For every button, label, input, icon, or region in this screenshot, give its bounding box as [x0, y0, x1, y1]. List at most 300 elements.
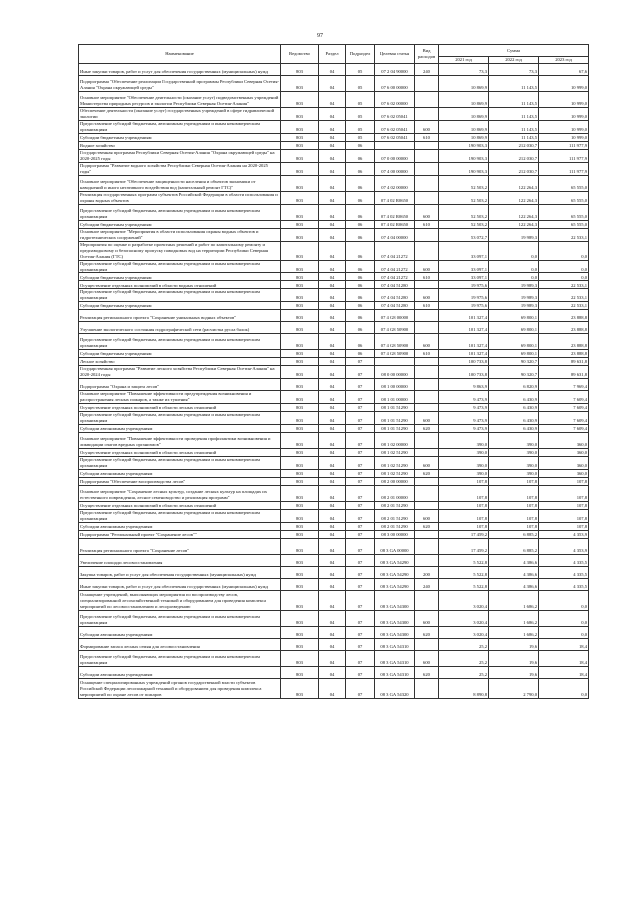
cell-target: 08 0 00 00000 — [375, 366, 415, 379]
cell-section: 04 — [319, 510, 346, 523]
cell-2022: 1 686,2 — [489, 611, 539, 627]
cell-dept: 803 — [281, 289, 319, 302]
table-row — [79, 204, 589, 220]
cell-name: Водное хозяйство — [79, 141, 281, 149]
cell-target: 08 2 01 51290 — [375, 502, 415, 510]
cell-2022: 6 885,2 — [489, 531, 539, 539]
cell-expense-type — [415, 228, 439, 241]
cell-dept: 803 — [281, 567, 319, 579]
cell-target: 08 3 GA 54300 — [375, 591, 415, 611]
cell-name: Реализация государственных программ субъектов Российской Федерации в области использования и охраны водных объектов — [79, 191, 281, 204]
cell-2023: 10 999,0 — [539, 92, 589, 108]
cell-2021: 10 869,9 — [439, 76, 489, 92]
table-row — [79, 281, 589, 289]
cell-2023: 360,0 — [539, 470, 589, 478]
table-row — [79, 539, 589, 555]
cell-dept: 803 — [281, 120, 319, 133]
header-section: Раздел — [319, 45, 346, 64]
cell-dept: 803 — [281, 457, 319, 470]
cell-2023: 0,0 — [539, 591, 589, 611]
cell-subsection: 07 — [346, 412, 375, 425]
cell-2022: 122 264,3 — [489, 175, 539, 191]
cell-name: Оснащение специализированных учреждений органов государственной власти субъектов Российской Федерации лесопожарной техникой и оборудованием для проведения комплекса мероприятий по охране лесов от пожаров — [79, 679, 281, 699]
cell-2021: 8 890,8 — [439, 679, 489, 699]
cell-section: 04 — [319, 457, 346, 470]
cell-dept: 803 — [281, 204, 319, 220]
cell-2023: 360,0 — [539, 457, 589, 470]
table-row — [79, 433, 589, 449]
table-row — [79, 366, 589, 379]
cell-name: Основное мероприятие "Обеспечение защищенности населения и объектов экономики от наводнений и иного негативного воздействия вод (капитальный ремонт ГТС)" — [79, 175, 281, 191]
cell-2022: 73,3 — [489, 64, 539, 76]
cell-target: 07 4 00 00000 — [375, 162, 415, 175]
table-row — [79, 502, 589, 510]
cell-subsection: 07 — [346, 639, 375, 651]
cell-subsection: 07 — [346, 531, 375, 539]
cell-2023: 4 335,5 — [539, 579, 589, 591]
cell-dept: 803 — [281, 191, 319, 204]
cell-2022: 19,6 — [489, 651, 539, 667]
cell-2023: 23 888,8 — [539, 322, 589, 334]
cell-name: Предоставление субсидий бюджетным, автономным учреждениям и иным некоммерческим организациям — [79, 651, 281, 667]
cell-expense-type — [415, 162, 439, 175]
table-row — [79, 64, 589, 76]
cell-dept: 803 — [281, 175, 319, 191]
cell-subsection: 07 — [346, 433, 375, 449]
cell-dept: 803 — [281, 260, 319, 273]
cell-dept: 803 — [281, 627, 319, 639]
cell-2022: 212 030,7 — [489, 162, 539, 175]
cell-section: 04 — [319, 539, 346, 555]
cell-2021: 101 327,4 — [439, 322, 489, 334]
cell-target: 07 4 02 R0650 — [375, 204, 415, 220]
cell-expense-type — [415, 366, 439, 379]
table-row — [79, 241, 589, 260]
cell-expense-type — [415, 531, 439, 539]
cell-name: Субсидии автономным учреждениям — [79, 425, 281, 433]
cell-dept: 803 — [281, 510, 319, 523]
cell-subsection: 06 — [346, 310, 375, 322]
cell-2022: 1 686,2 — [489, 591, 539, 611]
cell-2022: 19 989,3 — [489, 302, 539, 310]
cell-section: 04 — [319, 449, 346, 457]
cell-expense-type — [415, 486, 439, 502]
cell-2022: 390,0 — [489, 470, 539, 478]
cell-section: 04 — [319, 425, 346, 433]
cell-subsection: 07 — [346, 591, 375, 611]
header-year-2022: 2022 год — [489, 57, 539, 64]
cell-section: 04 — [319, 260, 346, 273]
cell-section: 04 — [319, 667, 346, 679]
cell-section: 04 — [319, 64, 346, 76]
cell-2023: 89 631,8 — [539, 358, 589, 366]
cell-name: Субсидии автономным учреждениям — [79, 667, 281, 679]
cell-2023: 0,0 — [539, 611, 589, 627]
cell-subsection: 06 — [346, 334, 375, 350]
cell-2021: 101 327,4 — [439, 350, 489, 358]
cell-name: Подпрограмма "Региональный проект "Сохранение лесов"" — [79, 531, 281, 539]
cell-subsection: 06 — [346, 149, 375, 162]
cell-2021: 10 869,9 — [439, 120, 489, 133]
cell-section: 04 — [319, 120, 346, 133]
table-row — [79, 579, 589, 591]
cell-2021: 3 020,4 — [439, 627, 489, 639]
cell-target: 07 6 02 05041 — [375, 108, 415, 121]
cell-expense-type — [415, 639, 439, 651]
cell-2022: 1 686,2 — [489, 627, 539, 639]
cell-2022: 0,0 — [489, 273, 539, 281]
cell-dept: 803 — [281, 358, 319, 366]
cell-subsection: 07 — [346, 358, 375, 366]
table-row — [79, 457, 589, 470]
table-row — [79, 510, 589, 523]
cell-target: 08 1 02 51290 — [375, 449, 415, 457]
cell-expense-type: 620 — [415, 523, 439, 531]
table-row — [79, 379, 589, 391]
cell-target: 08 1 02 51290 — [375, 470, 415, 478]
cell-2021: 390,0 — [439, 433, 489, 449]
cell-target: 08 3 GA 00000 — [375, 539, 415, 555]
cell-2021: 3 020,4 — [439, 611, 489, 627]
table-row — [79, 470, 589, 478]
cell-name: Улучшение экологического состояния гидрографической сети (расчистка русла балок) — [79, 322, 281, 334]
cell-subsection: 07 — [346, 539, 375, 555]
cell-2023: 22 533,1 — [539, 228, 589, 241]
cell-name: Реализация регионального проекта "Сохранение лесов" — [79, 539, 281, 555]
cell-target: 08 1 01 51290 — [375, 412, 415, 425]
cell-name: Государственная программа "Развитие лесного хозяйства Республики Северная Осетия-Алания" на 2020-2024 годы — [79, 366, 281, 379]
cell-2021: 10 869,9 — [439, 92, 489, 108]
cell-expense-type: 610 — [415, 133, 439, 141]
cell-2021: 190 903,3 — [439, 162, 489, 175]
cell-2022: 69 800,1 — [489, 334, 539, 350]
cell-2021: 52 503,2 — [439, 191, 489, 204]
cell-dept: 803 — [281, 404, 319, 412]
cell-section: 04 — [319, 627, 346, 639]
cell-target: 08 3 00 00000 — [375, 531, 415, 539]
cell-name: Увеличение площади лесовосстановления — [79, 555, 281, 567]
cell-expense-type: 240 — [415, 64, 439, 76]
cell-section: 04 — [319, 175, 346, 191]
cell-section: 04 — [319, 204, 346, 220]
table-row — [79, 220, 589, 228]
table-row — [79, 639, 589, 651]
cell-dept: 803 — [281, 108, 319, 121]
cell-section: 04 — [319, 639, 346, 651]
cell-target: 07 4 G8 50900 — [375, 350, 415, 358]
cell-2021: 33 097,1 — [439, 241, 489, 260]
table-row — [79, 404, 589, 412]
table-row — [79, 486, 589, 502]
cell-2022: 69 800,1 — [489, 322, 539, 334]
cell-section: 04 — [319, 108, 346, 121]
cell-subsection: 07 — [346, 478, 375, 486]
cell-target: 07 4 04 51280 — [375, 281, 415, 289]
cell-2022: 6 885,2 — [489, 539, 539, 555]
cell-name: Предоставление субсидий бюджетным, автономным учреждениям и иным некоммерческим организациям — [79, 510, 281, 523]
table-row — [79, 449, 589, 457]
cell-target: 08 1 01 51290 — [375, 425, 415, 433]
cell-target: 08 3 GA 54320 — [375, 679, 415, 699]
cell-dept: 803 — [281, 539, 319, 555]
cell-target: 08 3 GA 54290 — [375, 567, 415, 579]
cell-2021: 17 459,2 — [439, 531, 489, 539]
cell-target: 08 1 01 51290 — [375, 404, 415, 412]
cell-2022: 107,8 — [489, 523, 539, 531]
cell-2021: 390,0 — [439, 449, 489, 457]
cell-subsection: 06 — [346, 241, 375, 260]
cell-2022: 6 430,9 — [489, 391, 539, 404]
cell-expense-type: 620 — [415, 627, 439, 639]
cell-dept: 803 — [281, 531, 319, 539]
cell-2021: 52 503,2 — [439, 220, 489, 228]
cell-subsection: 07 — [346, 391, 375, 404]
cell-2022: 107,8 — [489, 486, 539, 502]
cell-section: 04 — [319, 391, 346, 404]
cell-section: 04 — [319, 502, 346, 510]
cell-2022: 107,8 — [489, 510, 539, 523]
cell-name: Предоставление субсидий бюджетным, автономным учреждениям и иным некоммерческим организациям — [79, 412, 281, 425]
table-row — [79, 260, 589, 273]
cell-target: 07 4 04 51280 — [375, 302, 415, 310]
cell-2023: 23 888,8 — [539, 350, 589, 358]
cell-2021: 390,0 — [439, 457, 489, 470]
cell-dept: 803 — [281, 379, 319, 391]
cell-name: Реализация регионального проекта "Сохранение уникальных водных объектов" — [79, 310, 281, 322]
cell-2023: 65 555,0 — [539, 220, 589, 228]
cell-target: 07 4 04 21272 — [375, 241, 415, 260]
cell-subsection: 07 — [346, 457, 375, 470]
cell-expense-type: 610 — [415, 350, 439, 358]
cell-2022: 107,8 — [489, 478, 539, 486]
cell-target: 08 3 GA 54300 — [375, 627, 415, 639]
cell-expense-type — [415, 433, 439, 449]
cell-dept: 803 — [281, 273, 319, 281]
cell-subsection: 07 — [346, 627, 375, 639]
cell-section: 04 — [319, 92, 346, 108]
cell-target: 07 6 02 00000 — [375, 92, 415, 108]
cell-name: Оснащение учреждений, выполняющих мероприятия по воспроизводству лесов, специализированной лесохозяйственной техникой и оборудованием для проведения комплекса мероприятий по лесовосстановлению и лесоразведению — [79, 591, 281, 611]
cell-2023: 107,8 — [539, 510, 589, 523]
cell-section: 04 — [319, 322, 346, 334]
cell-target: 07 4 G8 50900 — [375, 334, 415, 350]
cell-dept: 803 — [281, 241, 319, 260]
cell-name: Иные закупки товаров, работ и услуг для обеспечения государственных (муниципальных) нужд — [79, 579, 281, 591]
cell-2022: 212 030,7 — [489, 149, 539, 162]
table-row — [79, 149, 589, 162]
table-row — [79, 289, 589, 302]
cell-2022: 19 989,3 — [489, 289, 539, 302]
cell-2023: 65 555,0 — [539, 191, 589, 204]
cell-expense-type: 610 — [415, 220, 439, 228]
cell-expense-type — [415, 502, 439, 510]
cell-expense-type: 600 — [415, 611, 439, 627]
header-year-2023: 2023 год — [539, 57, 589, 64]
cell-subsection: 07 — [346, 449, 375, 457]
cell-name: Подпрограмма "Охрана и защита лесов" — [79, 379, 281, 391]
table-row — [79, 133, 589, 141]
table-row — [79, 555, 589, 567]
cell-subsection: 06 — [346, 289, 375, 302]
cell-2023: 67,6 — [539, 64, 589, 76]
cell-subsection: 05 — [346, 108, 375, 121]
cell-dept: 803 — [281, 412, 319, 425]
cell-expense-type: 610 — [415, 273, 439, 281]
cell-dept: 803 — [281, 591, 319, 611]
cell-name: Субсидии бюджетным учреждениям — [79, 273, 281, 281]
cell-2021: 52 503,2 — [439, 175, 489, 191]
header-expense-type: Вид расходов — [415, 45, 439, 64]
cell-2022: 4 386,6 — [489, 567, 539, 579]
cell-expense-type: 600 — [415, 457, 439, 470]
cell-section: 04 — [319, 162, 346, 175]
table-row — [79, 425, 589, 433]
cell-expense-type: 600 — [415, 204, 439, 220]
cell-target — [375, 358, 415, 366]
cell-2021: 52 503,2 — [439, 204, 489, 220]
cell-2023: 7 969,4 — [539, 379, 589, 391]
cell-dept: 803 — [281, 322, 319, 334]
cell-section: 04 — [319, 241, 346, 260]
cell-2021: 10 869,9 — [439, 108, 489, 121]
cell-target — [375, 141, 415, 149]
cell-expense-type: 600 — [415, 651, 439, 667]
table-row — [79, 611, 589, 627]
cell-section: 04 — [319, 149, 346, 162]
cell-2022: 90 320,7 — [489, 366, 539, 379]
cell-name: Субсидии бюджетным учреждениям — [79, 133, 281, 141]
cell-2022: 122 264,3 — [489, 220, 539, 228]
cell-dept: 803 — [281, 76, 319, 92]
cell-2023: 4 335,5 — [539, 567, 589, 579]
cell-2023: 10 999,0 — [539, 120, 589, 133]
header-name: Наименование — [79, 45, 281, 64]
cell-subsection: 05 — [346, 64, 375, 76]
cell-name: Лесное хозяйство — [79, 358, 281, 366]
cell-2023: 22 533,1 — [539, 281, 589, 289]
cell-target: 08 3 GA 54300 — [375, 611, 415, 627]
cell-section: 04 — [319, 273, 346, 281]
cell-2022: 11 143,5 — [489, 92, 539, 108]
cell-2023: 0,0 — [539, 627, 589, 639]
cell-dept: 803 — [281, 391, 319, 404]
cell-name: Основное мероприятие "Повышение эффективности проведения профилактики возникновения и ликвидации очагов вредных организмов" — [79, 433, 281, 449]
cell-section: 04 — [319, 567, 346, 579]
cell-dept: 803 — [281, 281, 319, 289]
cell-expense-type: 620 — [415, 470, 439, 478]
cell-2021: 25,2 — [439, 667, 489, 679]
cell-2022: 107,8 — [489, 502, 539, 510]
table-row — [79, 228, 589, 241]
cell-name: Государственная программа Республики Северная Осетия-Алания "Охрана окружающей среды" на 2020-2025 годы — [79, 149, 281, 162]
cell-expense-type: 610 — [415, 302, 439, 310]
cell-section: 04 — [319, 611, 346, 627]
table-row — [79, 358, 589, 366]
cell-subsection: 06 — [346, 204, 375, 220]
cell-subsection: 07 — [346, 510, 375, 523]
cell-expense-type — [415, 679, 439, 699]
cell-2021: 107,8 — [439, 523, 489, 531]
cell-section: 04 — [319, 191, 346, 204]
cell-expense-type — [415, 310, 439, 322]
table-body — [79, 64, 589, 699]
table-row — [79, 391, 589, 404]
cell-target: 07 6 02 05041 — [375, 133, 415, 141]
cell-section: 04 — [319, 478, 346, 486]
cell-dept: 803 — [281, 162, 319, 175]
table-row — [79, 567, 589, 579]
cell-subsection: 06 — [346, 350, 375, 358]
budget-table — [78, 44, 589, 699]
cell-target: 07 0 00 00000 — [375, 149, 415, 162]
cell-target: 08 3 GA 54310 — [375, 667, 415, 679]
cell-subsection: 05 — [346, 76, 375, 92]
cell-name: Осуществление отдельных полномочий в области водных отношений — [79, 281, 281, 289]
cell-2022: 390,0 — [489, 457, 539, 470]
cell-expense-type: 600 — [415, 260, 439, 273]
cell-expense-type — [415, 108, 439, 121]
table-row — [79, 679, 589, 699]
cell-2023: 10 999,0 — [539, 76, 589, 92]
cell-name: Осуществление отдельных полномочий в области лесных отношений — [79, 449, 281, 457]
cell-section: 04 — [319, 334, 346, 350]
cell-dept: 803 — [281, 478, 319, 486]
cell-2021: 101 327,4 — [439, 310, 489, 322]
cell-section: 04 — [319, 228, 346, 241]
cell-subsection: 07 — [346, 611, 375, 627]
cell-2021: 107,8 — [439, 510, 489, 523]
cell-2021: 25,2 — [439, 639, 489, 651]
cell-section: 04 — [319, 555, 346, 567]
cell-section: 04 — [319, 679, 346, 699]
cell-expense-type: 600 — [415, 289, 439, 302]
cell-section: 04 — [319, 404, 346, 412]
cell-2023: 111 977,9 — [539, 141, 589, 149]
table-row — [79, 651, 589, 667]
cell-2021: 33 097,1 — [439, 260, 489, 273]
cell-subsection: 05 — [346, 120, 375, 133]
cell-target: 07 4 02 00000 — [375, 175, 415, 191]
cell-dept: 803 — [281, 639, 319, 651]
cell-subsection: 06 — [346, 273, 375, 281]
cell-section: 04 — [319, 358, 346, 366]
table-row — [79, 302, 589, 310]
cell-target: 08 1 00 00000 — [375, 379, 415, 391]
cell-section: 04 — [319, 220, 346, 228]
cell-name: Осуществление отдельных полномочий в области лесных отношений — [79, 502, 281, 510]
header-year-2021: 2021 год — [439, 57, 489, 64]
cell-expense-type — [415, 404, 439, 412]
cell-dept: 803 — [281, 310, 319, 322]
cell-2022: 19,6 — [489, 667, 539, 679]
cell-dept: 803 — [281, 334, 319, 350]
cell-expense-type — [415, 322, 439, 334]
cell-name: Предоставление субсидий бюджетным, автономным учреждениям и иным некоммерческим организациям — [79, 289, 281, 302]
cell-2023: 0,0 — [539, 241, 589, 260]
cell-section: 04 — [319, 651, 346, 667]
cell-name: Основное мероприятие "Сохранение лесных культур, создание лесных культур на площадях их естественного повреждения, лесное семеноводство и реализация программ" — [79, 486, 281, 502]
cell-2023: 0,0 — [539, 260, 589, 273]
table-row — [79, 478, 589, 486]
cell-2022: 2 790,0 — [489, 679, 539, 699]
cell-2021: 107,8 — [439, 502, 489, 510]
cell-expense-type: 600 — [415, 510, 439, 523]
cell-2022: 390,0 — [489, 449, 539, 457]
cell-target: 07 4 04 21272 — [375, 273, 415, 281]
cell-target: 08 3 GA 54290 — [375, 555, 415, 567]
cell-dept: 803 — [281, 92, 319, 108]
cell-name: Субсидии автономным учреждениям — [79, 523, 281, 531]
